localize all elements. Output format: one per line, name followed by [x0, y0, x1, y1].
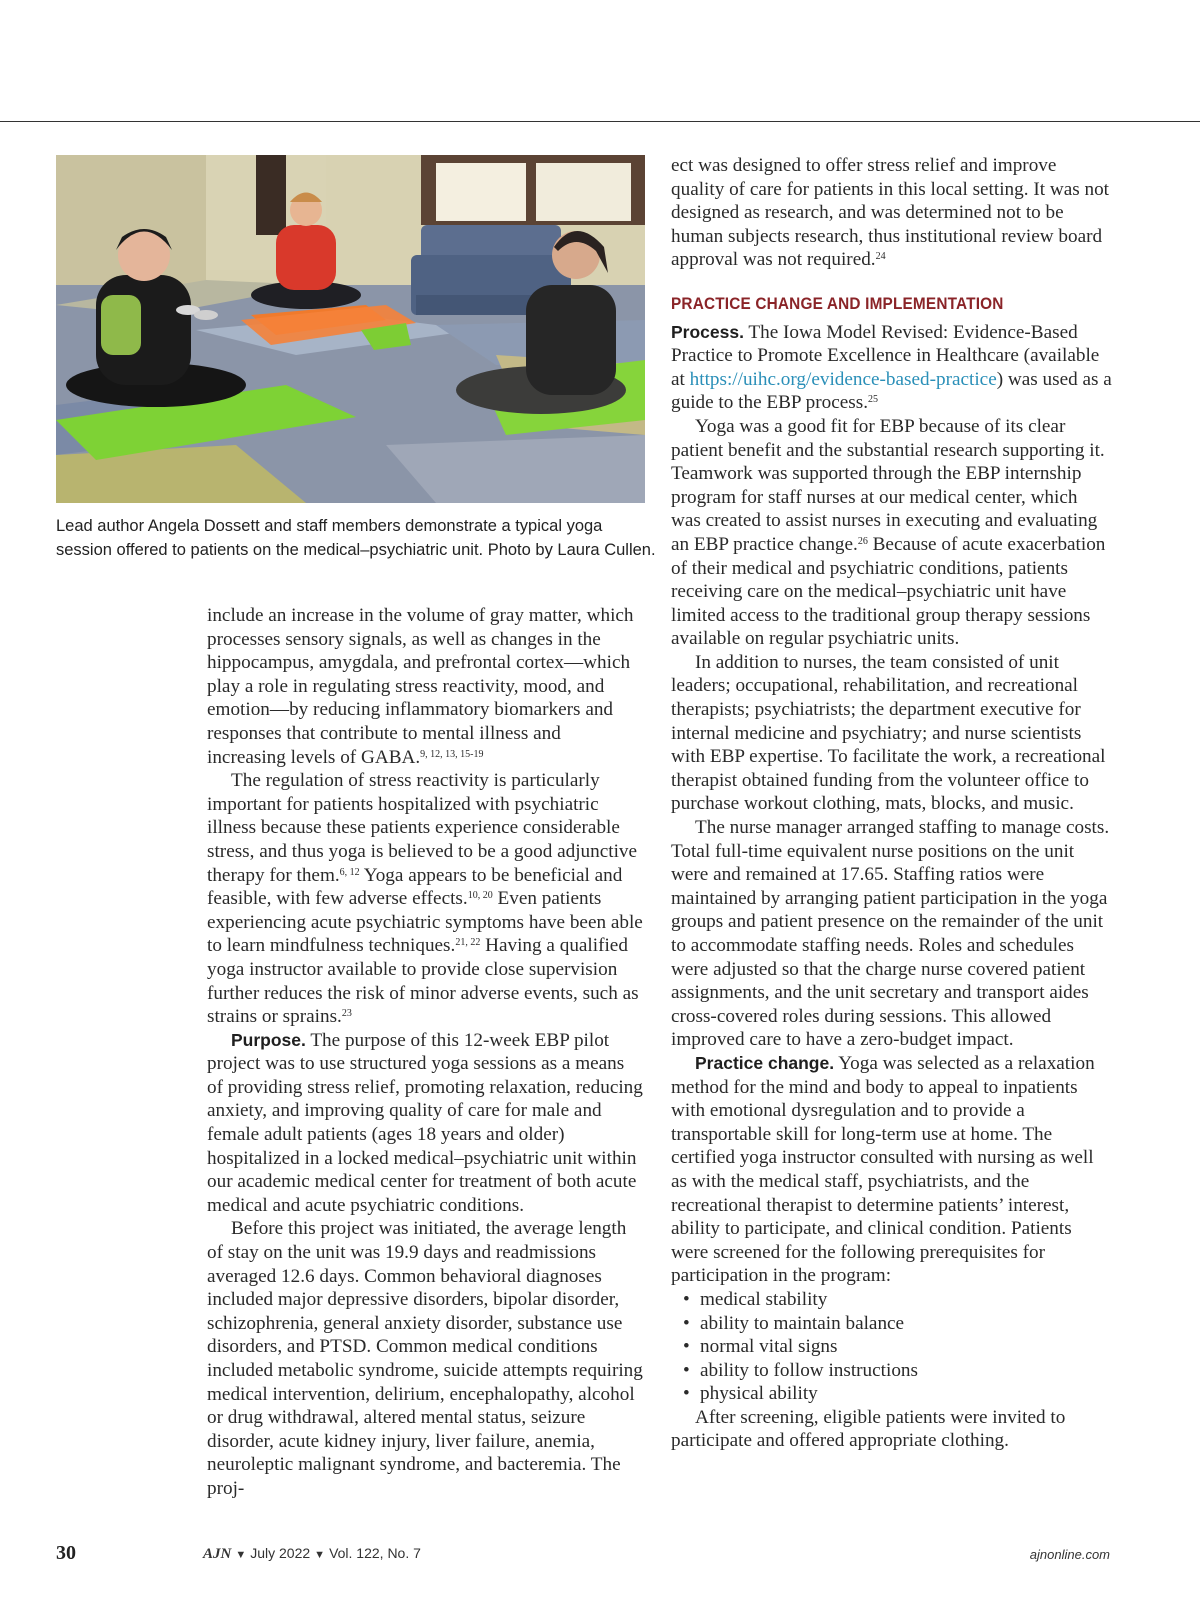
paragraph-text: The purpose of this 12-week EBP pilot project was to use structured yoga sessions as a means of providing stress relief, promoting relaxation, reducing anxiety, and improving quality of care for male and female adult patients (ages 18 years and older) hospitalized in a locked medical–psychiatric unit within our academic medical center for treatment of both acute medical and acute psychiatric conditions. — [207, 1029, 643, 1216]
issue-date: July 2022 — [250, 1545, 311, 1561]
paragraph — [671, 154, 1112, 272]
volume-info: Vol. 122, No. 7 — [329, 1545, 421, 1561]
paragraph-text: Yoga was selected as a relaxation method for the mind and body to appeal to inpatients with emotional dysregulation and to provide a transportable skill for long-term use at home. The certified yoga instructor consulted with nursing as well as with the medical staff, psychiatrists, and the recreational therapist to determine patients’ interest, ability to participate, and clinical condition. Patients were screened for the following prerequisites for participation in the program: — [671, 1052, 1095, 1287]
left-text-column — [207, 604, 643, 1501]
run-in-heading: Purpose. — [231, 1029, 306, 1050]
paragraph — [207, 604, 643, 769]
website-link[interactable]: ajnonline.com — [1029, 1547, 1110, 1562]
citation: 25 — [868, 394, 878, 406]
yoga-session-photo — [56, 155, 645, 503]
prerequisite-list — [671, 1288, 1112, 1406]
paragraph — [671, 321, 1112, 415]
paragraph — [671, 1052, 1112, 1288]
list-item: • normal vital signs — [683, 1335, 1112, 1359]
section-heading: PRACTICE CHANGE AND IMPLEMENTATION — [671, 294, 1004, 313]
citation: 26 — [857, 535, 868, 547]
paragraph: Before this project was initiated, the average length of stay on the unit was 19.9 days and readmissions averaged 12.6 days. Common behavioral diagnoses included major depressive disorders, bipolar disorder, schizophrenia, general anxiety disorder, substance use disorders, and PTSD. Common medical conditions included metabolic syndrome, suicide attempts requiring medical intervention, delirium, encephalopathy, alcohol or drug withdrawal, altered mental status, seizure disorder, acute kidney injury, liver failure, anemia, neuroleptic malignant syndrome, and bacteremia. The proj- — [207, 1218, 643, 1499]
journal-info — [203, 1545, 421, 1563]
list-item: • ability to follow instructions — [683, 1359, 1112, 1383]
list-item: • ability to maintain balance — [683, 1312, 1112, 1336]
paragraph — [671, 415, 1112, 651]
citation: 9, 12, 13, 15-19 — [420, 748, 484, 760]
paragraph-text: include an increase in the volume of gray matter, which processes sensory signals, as well as changes in the hippocampus, amygdala, and prefrontal cortex—which play a role in regulating stress reactivity, mood, and emotion—by reducing inflammatory biomarkers and responses that contribute to mental illness and increasing levels of GABA. — [207, 605, 634, 768]
page-number: 30 — [56, 1542, 76, 1564]
top-rule — [0, 121, 1200, 122]
citation: 23 — [341, 1008, 352, 1020]
paragraph-text: Having a qualified yoga instructor available to provide close supervision further reduces the risk of minor adverse events, such as strains or sprains. — [207, 935, 639, 1028]
run-in-heading: Practice change. — [695, 1052, 835, 1073]
citation: 24 — [875, 251, 886, 263]
paragraph-text: Because of acute exacerbation of their medical and psychiatric conditions, patients receiving care on the medical–psychiatric unit have limited access to the traditional group therapy sessions available on regular psychiatric units. — [671, 533, 1106, 650]
ebp-link[interactable]: https://uihc.org/evidence-based-practice — [689, 368, 997, 390]
paragraph — [207, 769, 643, 1029]
paragraph-text: The Iowa Model Revised: Evidence-Based Practice to Promote Excellence in Healthcare (available at — [671, 321, 1100, 390]
citation: 6, 12 — [339, 866, 360, 878]
paragraph-text: Even patients experiencing acute psychiatric symptoms have been able to learn mindfulness techniques. — [207, 888, 643, 957]
paragraph-text: Yoga appears to be beneficial and feasible, with few adverse effects. — [207, 864, 623, 910]
list-item: • medical stability — [683, 1288, 1112, 1312]
paragraph — [207, 1029, 643, 1218]
right-text-column — [671, 154, 1112, 1453]
triangle-icon: ▼ — [235, 1549, 247, 1561]
list-item: • physical ability — [683, 1382, 1112, 1406]
triangle-icon: ▼ — [314, 1549, 326, 1561]
photo-caption: Lead author Angela Dossett and staff members demonstrate a typical yoga session offered to patients on the medical–psychiatric unit. Photo by Laura Cullen. — [56, 517, 656, 559]
paragraph: In addition to nurses, the team consisted of unit leaders; occupational, rehabilitation, and recreational therapists; psychiatrists; the department executive for internal medicine and psychiatry; and nurse scientists with EBP expertise. To facilitate the work, a recreational therapist obtained funding from the volunteer office to purchase workout clothing, mats, blocks, and music. — [671, 651, 1106, 815]
paragraph: After screening, eligible patients were invited to participate and offered appropriate clothing. — [671, 1406, 1066, 1452]
journal-name: AJN — [203, 1546, 232, 1562]
paragraph-text: ect was designed to offer stress relief and improve quality of care for patients in this local setting. It was not designed as research, and was determined not to be human subjects research, thus institutional review board approval was not required. — [671, 155, 1110, 271]
paragraph-text: ) was used as a guide to the EBP process. — [671, 368, 1112, 414]
citation: 21, 22 — [455, 937, 481, 949]
paragraph-text: Yoga was a good fit for EBP because of its clear patient benefit and the substantial research supporting it. Teamwork was supported through the EBP internship program for staff nurses at our medical center, which was created to assist nurses in executing and evaluating an EBP practice change. — [671, 415, 1105, 555]
paragraph: The nurse manager arranged staffing to manage costs. Total full-time equivalent nurse positions on the unit were and remained at 17.65. Staffing ratios were maintained by arranging patient participation in the yoga groups and patient presence on the remainder of the unit to accommodate staffing needs. Roles and schedules were adjusted so that the charge nurse covered patient assignments, and the unit secretary and transport aides cross-covered roles during sessions. This allowed improved care to have a zero-budget impact. — [671, 817, 1110, 1051]
paragraph-text: The regulation of stress reactivity is particularly important for patients hospitalized with psychiatric illness because these patients experience considerable stress, and thus yoga is believed to be a good adjunctive therapy for them. — [207, 770, 638, 886]
citation: 10, 20 — [467, 890, 493, 902]
run-in-heading: Process. — [671, 321, 744, 342]
